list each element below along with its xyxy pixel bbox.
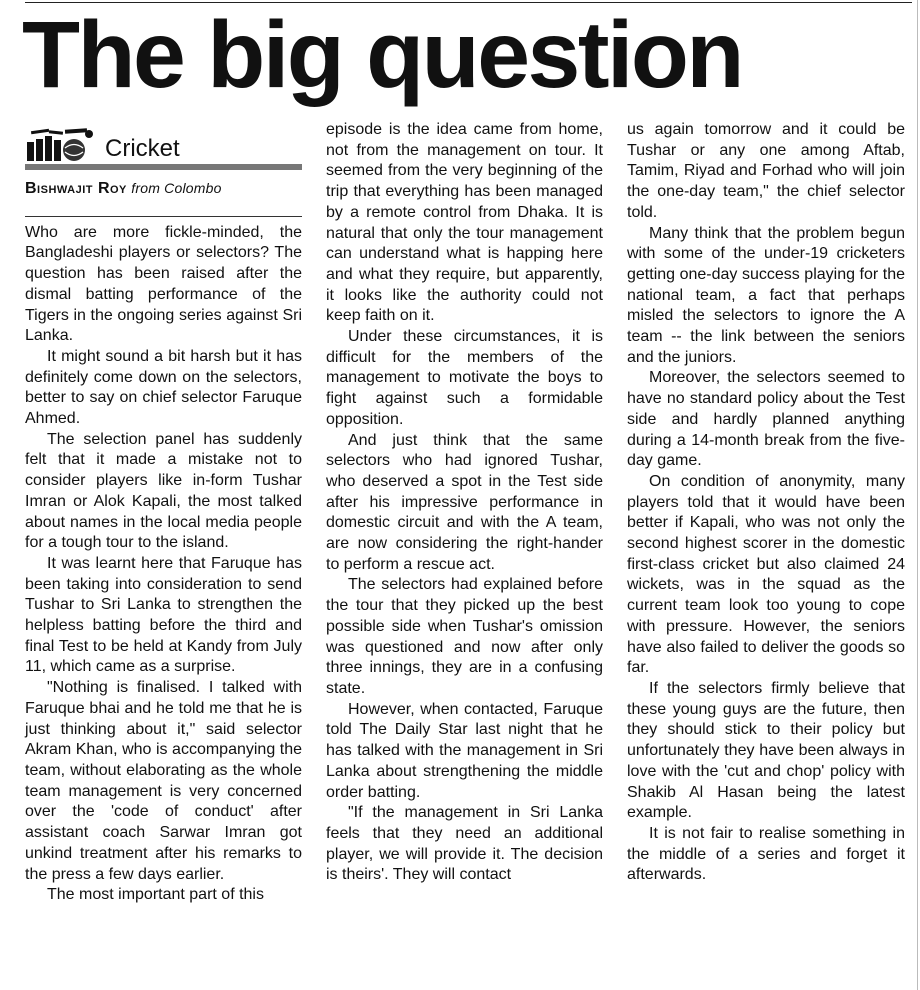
byline-rule <box>25 216 302 217</box>
paragraph: However, when contacted, Faruque told The Daily Star last night that he has talked with the management in Sri Lanka about strengthening the middle order batting. <box>326 700 603 801</box>
byline <box>25 178 302 200</box>
paragraph: The most important part of this <box>47 886 264 904</box>
headline: The big question <box>22 2 742 108</box>
paragraph: On condition of anonymity, many players told that it would have been better if Kapali, who was not only the second highest scorer in the domestic first-class cricket but also claimed 24 wickets, was in the squad as the current team look too young to cope with pressure. However, the seniors have also failed to deliver the goods so far. <box>627 472 905 677</box>
paragraph: It is not fair to realise something in the middle of a series and forget it afterwards. <box>627 824 905 884</box>
paragraph: It was learnt here that Faruque has been taking into consideration to send Tushar to Sri Lanka to strengthen the helpless batting before the third and final Test to be held at Kandy from July 11, which came as a surprise. <box>25 554 302 676</box>
cricket-logo-icon <box>25 128 97 162</box>
section-label: Cricket <box>105 135 180 162</box>
paragraph: "If the management in Sri Lanka feels that they need an additional player, we will provide it. The decision is theirs'. They will contact <box>326 804 603 884</box>
section-bar <box>25 164 302 170</box>
section-header <box>25 124 302 162</box>
paragraph: "Nothing is finalised. I talked with Faruque bhai and he told me that he is just thinking about it," said selector Akram Khan, who is accompanying the team, without elaborating as the whole team management is very concerned over the 'code of conduct' after assistant coach Sarwar Imran got unkind treatment after his remarks to the press a few days earlier. <box>25 679 302 883</box>
paragraph: us again tomorrow and it could be Tushar or any one among Aftab, Tamim, Riyad and Forhad who will join the one-day team," the chief selector told. <box>627 121 905 221</box>
paragraph: And just think that the same selectors who had ignored Tushar, who deserved a spot in the Test side after his impressive performance in domestic circuit and with the A team, are now considering the right-hander to perform a rescue act. <box>326 431 603 573</box>
dateline: from Colombo <box>131 180 222 196</box>
author-name: Bishwajit Roy <box>25 180 127 197</box>
paragraph: episode is the idea came from home, not from the management on tour. It seemed from the very beginning of the trip that everything has been managed by a remote control from Dhaka. It is natural that only the tour management can understand what is happing here and what they require, but apparently, it looks like the authority could not keep faith on it. <box>326 121 603 325</box>
paragraph: It might sound a bit harsh but it has definitely come down on the selectors, better to say on chief selector Faruque Ahmed. <box>25 347 302 428</box>
paragraph: Many think that the problem begun with some of the under-19 cricketers getting one-day success playing for the national team, a fact that perhaps misled the selectors to ignore the A team -- the link between the seniors and the juniors. <box>627 224 905 366</box>
column-1 <box>25 120 302 982</box>
column-2 <box>326 120 603 982</box>
paragraph: Who are more fickle-minded, the Bangladeshi players or selectors? The question has been raised after the dismal batting performance of the Tigers in the ongoing series against Sri Lanka. <box>25 223 302 345</box>
paragraph: If the selectors firmly believe that these young guys are the future, then they should stick to their policy but unfortunately they have been always in love with the 'cut and chop' policy with Shakib Al Hasan being the latest example. <box>627 679 905 822</box>
paragraph: Moreover, the selectors seemed to have no standard policy about the Test side and hardly planned anything during a 14-month break from the five-day game. <box>627 369 905 470</box>
paragraph: Under these circumstances, it is difficult for the members of the management to motivate the boys to fight against such a formidable opposition. <box>326 328 603 428</box>
paragraph: The selection panel has suddenly felt that it made a mistake not to consider players like in-form Tushar Imran or Alok Kapali, the most talked about names in the local media people for a tough tour to the island. <box>25 430 302 552</box>
article-body <box>25 120 905 982</box>
column-3 <box>627 120 905 982</box>
right-edge-rule <box>917 0 918 990</box>
paragraph: The selectors had explained before the tour that they picked up the best possible side when Tushar's omission was questioned and now after only three innings, they are in a confusing state. <box>326 576 603 697</box>
